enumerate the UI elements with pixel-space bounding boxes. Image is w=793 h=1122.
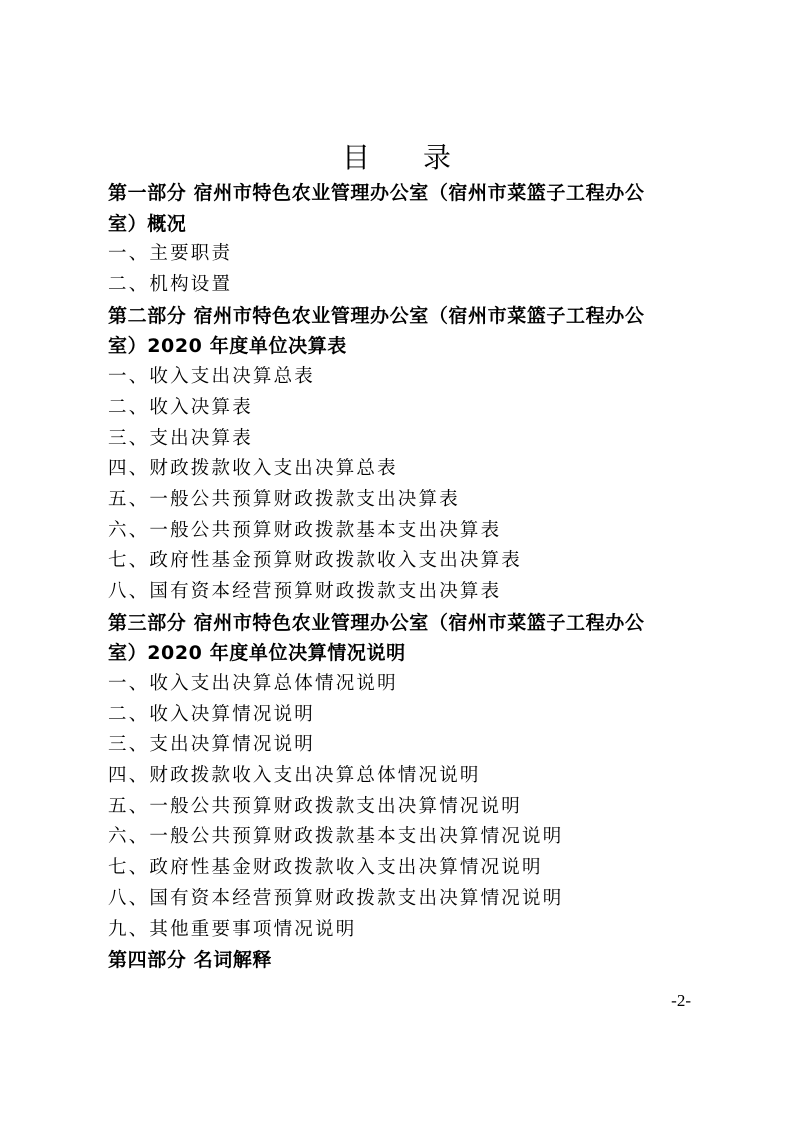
toc-item: 九、其他重要事项情况说明 <box>108 918 357 940</box>
toc-item: 一、收入支出决算总表 <box>108 366 316 388</box>
toc-part-1-heading: 第一部分 宿州市特色农业管理办公室（宿州市菜篮子工程办公 <box>108 182 645 204</box>
table-of-contents <box>108 178 698 976</box>
toc-item: 四、财政拨款收入支出决算总表 <box>108 458 398 480</box>
toc-item: 五、一般公共预算财政拨款支出决算情况说明 <box>108 795 523 817</box>
toc-item: 三、支出决算表 <box>108 427 253 449</box>
toc-item: 七、政府性基金财政拨款收入支出决算情况说明 <box>108 857 543 879</box>
toc-item: 一、主要职责 <box>108 243 233 265</box>
toc-part-3-heading-cont: 室）2020 年度单位决算情况说明 <box>108 642 406 665</box>
toc-item: 四、财政拨款收入支出决算总体情况说明 <box>108 765 481 787</box>
toc-item: 二、机构设置 <box>108 274 233 296</box>
toc-item: 六、一般公共预算财政拨款基本支出决算表 <box>108 519 502 541</box>
toc-part-2-heading: 第二部分 宿州市特色农业管理办公室（宿州市菜篮子工程办公 <box>108 304 645 327</box>
toc-item: 五、一般公共预算财政拨款支出决算表 <box>108 488 460 510</box>
toc-item: 三、支出决算情况说明 <box>108 734 316 756</box>
page-number: -2- <box>671 991 691 1010</box>
toc-item: 一、收入支出决算总体情况说明 <box>108 673 398 694</box>
page-title: 目 录 <box>342 141 473 174</box>
toc-item: 八、国有资本经营预算财政拨款支出决算情况说明 <box>108 887 564 909</box>
toc-part-2-heading-cont: 室）2020 年度单位决算表 <box>108 335 347 358</box>
toc-part-1-heading-cont: 室）概况 <box>108 212 187 235</box>
toc-item: 二、收入决算表 <box>108 396 253 418</box>
toc-item: 八、国有资本经营预算财政拨款支出决算表 <box>108 580 502 602</box>
toc-part-4-heading: 第四部分 名词解释 <box>108 949 273 972</box>
toc-item: 二、收入决算情况说明 <box>108 703 316 725</box>
toc-item: 六、一般公共预算财政拨款基本支出决算情况说明 <box>108 826 564 848</box>
toc-item: 七、政府性基金预算财政拨款收入支出决算表 <box>108 550 523 572</box>
toc-part-3-heading: 第三部分 宿州市特色农业管理办公室（宿州市菜篮子工程办公 <box>108 611 645 634</box>
